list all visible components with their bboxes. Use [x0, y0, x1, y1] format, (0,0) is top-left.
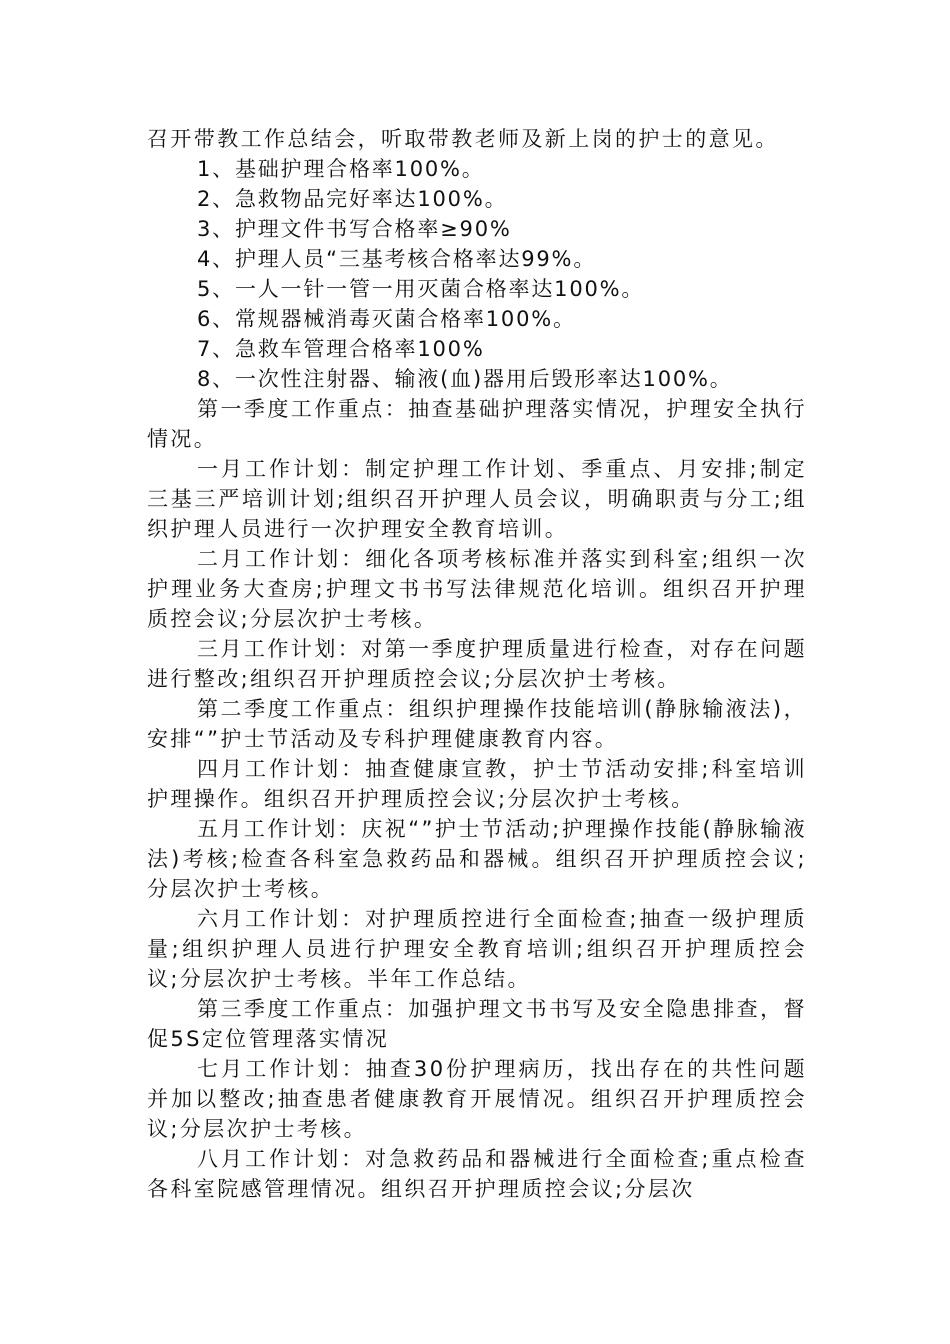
target-item-3: 3、护理文件书写合格率≥90% [197, 217, 512, 241]
july-plan-paragraph: 七月工作计划：抽查30份护理病历，找出存在的共性问题并加以整改;抽查患者健康教育开展情况。组织召开护理质控会议;分层次护士考核。 [147, 1057, 807, 1141]
may-plan-paragraph: 五月工作计划：庆祝“”护士节活动;护理操作技能(静脉输液法)考核;检查各科室急救药品和器械。组织召开护理质控会议;分层次护士考核。 [147, 817, 807, 901]
target-item-6: 6、常规器械消毒灭菌合格率100%。 [197, 307, 576, 331]
june-plan-paragraph: 六月工作计划：对护理质控进行全面检查;抽查一级护理质量;组织护理人员进行护理安全教育培训;组织召开护理质控会议;分层次护士考核。半年工作总结。 [147, 907, 807, 991]
target-item-2: 2、急救物品完好率达100%。 [197, 187, 508, 211]
target-item-1: 1、基础护理合格率100%。 [197, 157, 485, 181]
august-plan-paragraph: 八月工作计划：对急救药品和器械进行全面检查;重点检查各科室院感管理情况。组织召开护理质控会议;分层次 [147, 1147, 807, 1201]
target-item-4: 4、护理人员“三基考核合格率达99%。 [197, 247, 597, 271]
march-plan-paragraph: 三月工作计划：对第一季度护理质量进行检查，对存在问题进行整改;组织召开护理质控会议;分层次护士考核。 [147, 637, 807, 691]
intro-paragraph: 召开带教工作总结会，听取带教老师及新上岗的护士的意见。 [147, 127, 779, 151]
target-item-8: 8、一次性注射器、输液(血)器用后毁形率达100%。 [197, 367, 733, 391]
target-item-5: 5、一人一针一管一用灭菌合格率达100%。 [197, 277, 645, 301]
april-plan-paragraph: 四月工作计划：抽查健康宣教，护士节活动安排;科室培训护理操作。组织召开护理质控会议;分层次护士考核。 [147, 757, 807, 811]
target-item-7: 7、急救车管理合格率100% [197, 337, 485, 361]
document-body [147, 124, 807, 1204]
january-plan-paragraph: 一月工作计划：制定护理工作计划、季重点、月安排;制定三基三严培训计划;组织召开护理人员会议，明确职责与分工;组织护理人员进行一次护理安全教育培训。 [147, 457, 807, 541]
q2-focus-paragraph: 第二季度工作重点：组织护理操作技能培训(静脉输液法)，安排“”护士节活动及专科护理健康教育内容。 [147, 697, 807, 751]
february-plan-paragraph: 二月工作计划：细化各项考核标准并落实到科室;组织一次护理业务大查房;护理文书书写法律规范化培训。组织召开护理质控会议;分层次护士考核。 [147, 547, 807, 631]
q1-focus-paragraph: 第一季度工作重点：抽查基础护理落实情况，护理安全执行情况。 [147, 397, 807, 451]
q3-focus-paragraph: 第三季度工作重点：加强护理文书书写及安全隐患排查，督促5S定位管理落实情况 [147, 997, 807, 1051]
